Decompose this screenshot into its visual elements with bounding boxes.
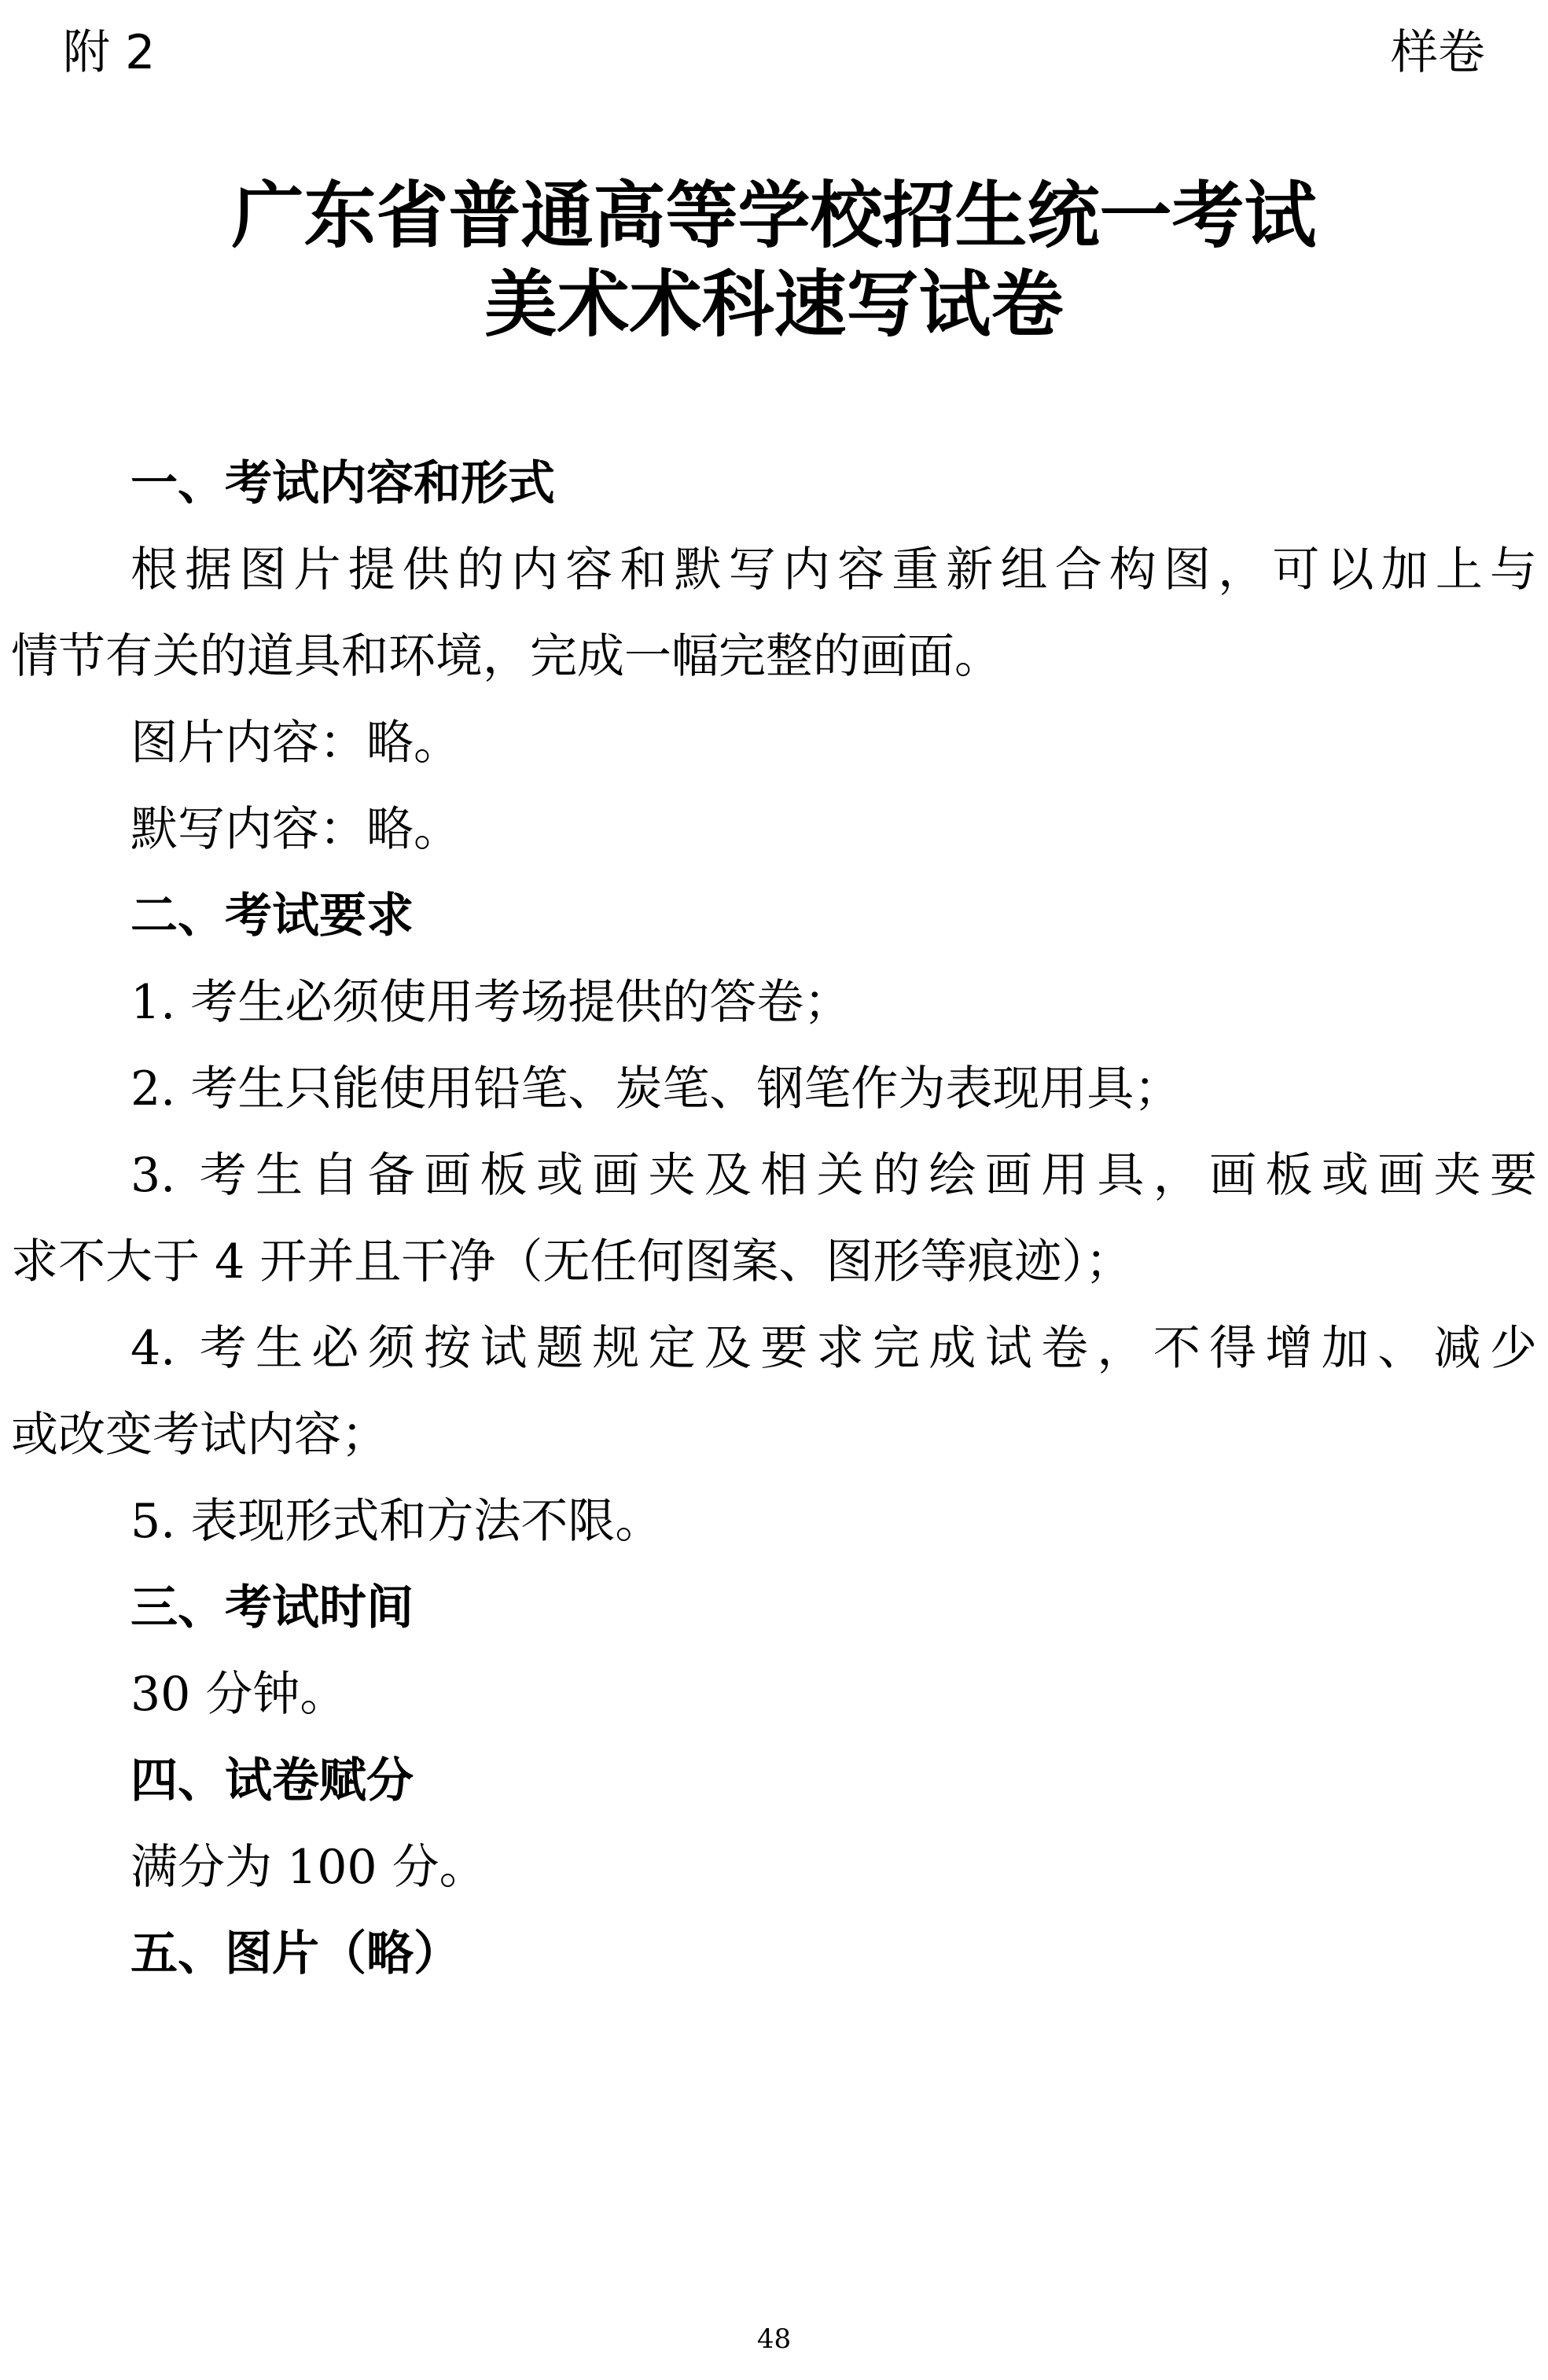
exam-duration: 30 分钟。 <box>131 1667 347 1722</box>
section-heading-exam-time: 三、考试时间 <box>131 1580 414 1635</box>
page-number: 48 <box>756 2323 792 2355</box>
requirement-item-3: 3. 考生自备画板或画夹及相关的绘画用具，画板或画夹要 <box>131 1148 1537 1203</box>
section-heading-requirements: 二、考试要求 <box>131 888 414 944</box>
picture-content-note: 图片内容：略。 <box>131 715 461 771</box>
requirement-item-2: 2. 考生只能使用铅笔、炭笔、钢笔作为表现用具； <box>131 1061 1182 1116</box>
requirement-item-4: 4. 考生必须按试题规定及要求完成试卷，不得增加、减少 <box>131 1321 1537 1376</box>
full-score: 满分为 100 分。 <box>131 1840 487 1895</box>
paragraph-line: 情节有关的道具和环境，完成一幅完整的画面。 <box>11 629 1002 684</box>
sample-paper-label: 样卷 <box>1391 25 1485 80</box>
requirement-item-3-continued: 求不大于 4 开并且干净（无任何图案、图形等痕迹）； <box>11 1234 1133 1289</box>
section-heading-scoring: 四、试卷赋分 <box>131 1753 414 1808</box>
requirement-item-5: 5. 表现形式和方法不限。 <box>131 1494 663 1549</box>
dictation-content-note: 默写内容：略。 <box>131 802 461 857</box>
document-title-line-1: 广东省普通高等学校招生统一考试 <box>231 174 1317 258</box>
document-body <box>11 440 1537 1997</box>
requirement-item-1: 1. 考生必须使用考场提供的答卷； <box>131 975 851 1030</box>
document-title-line-2: 美术术科速写试卷 <box>484 263 1064 347</box>
requirement-item-4-continued: 或改变考试内容； <box>11 1407 388 1462</box>
paragraph-line: 根据图片提供的内容和默写内容重新组合构图，可以加上与 <box>131 543 1537 598</box>
appendix-label: 附 2 <box>63 25 156 80</box>
section-heading-pictures: 五、图片（略） <box>131 1926 461 1981</box>
section-heading-content-and-form: 一、考试内容和形式 <box>131 456 555 511</box>
